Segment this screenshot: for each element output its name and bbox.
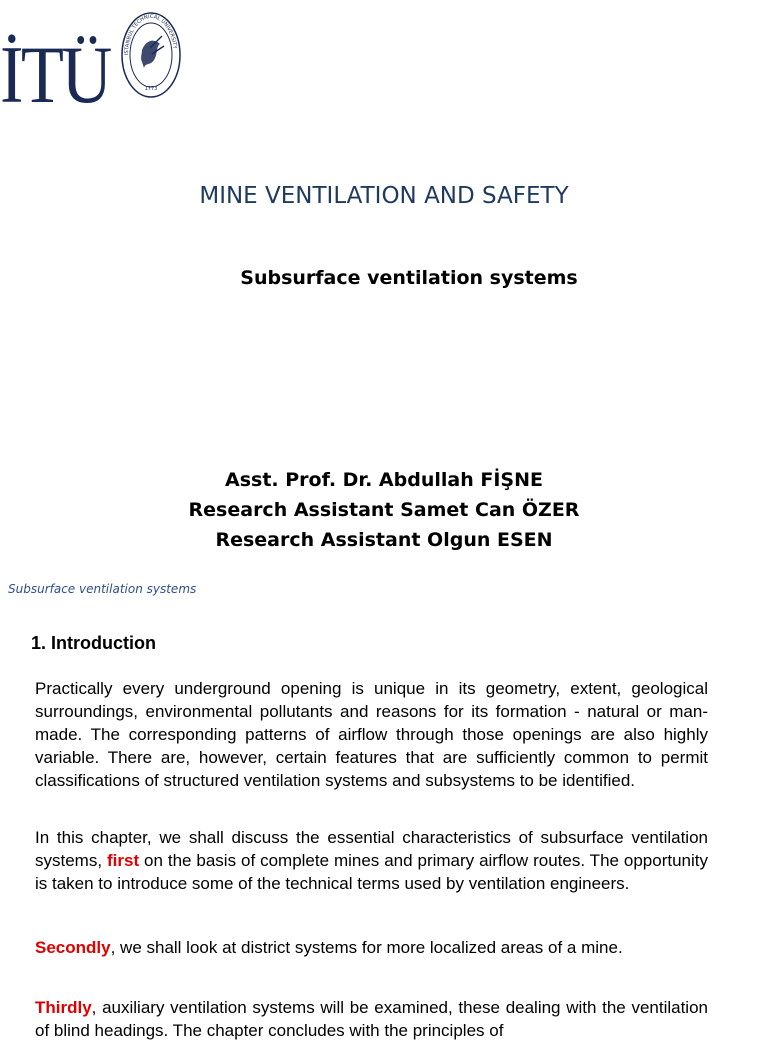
- seal-text: ISTANBUL TECHNICAL UNIVERSITY: [123, 13, 178, 56]
- paragraph-4-text: , auxiliary ventilation systems will be examined, these dealing with the ventilation of blind headings. The chapter concludes with the principles of: [35, 998, 708, 1040]
- author-3: Research Assistant Olgun ESEN: [215, 529, 553, 551]
- document-subtitle: Subsurface ventilation systems: [240, 267, 578, 289]
- emphasis-secondly: Secondly: [35, 938, 111, 957]
- seal-year: 1773: [144, 86, 158, 92]
- university-seal-icon: [120, 10, 182, 100]
- emphasis-first: first: [106, 851, 140, 870]
- paragraph-2: [35, 826, 708, 895]
- paragraph-2-text-a: In this chapter, we shall discuss the essential characteristics of subsurface ventilation systems,: [35, 828, 708, 870]
- paragraph-3: [35, 936, 708, 959]
- itu-logo-text: İTÜ: [0, 29, 110, 120]
- paragraph-3-text: , we shall look at district systems for more localized areas of a mine.: [110, 938, 623, 957]
- author-2: Research Assistant Samet Can ÖZER: [188, 499, 580, 521]
- author-list: [0, 465, 768, 555]
- running-head: Subsurface ventilation systems: [8, 582, 197, 596]
- author-1: Asst. Prof. Dr. Abdullah FİŞNE: [225, 469, 543, 491]
- paragraph-1: Practically every underground opening is unique in its geometry, extent, geological surroundings, environmental pollutants and reasons for its formation - natural or man-made. The corresponding patterns of airflow through those openings are also highly variable. There are, however, certain features that are sufficiently common to permit classifications of structured ventilation systems and subsystems to be identified.: [35, 679, 708, 790]
- document-title: MINE VENTILATION AND SAFETY: [199, 183, 569, 209]
- section-title: 1. Introduction: [31, 633, 156, 653]
- paragraph-4: [35, 996, 708, 1042]
- itu-logo: [0, 4, 200, 120]
- paragraph-2-text-b: on the basis of complete mines and primary airflow routes. The opportunity is taken to introduce some of the technical terms used by ventilation engineers.: [35, 851, 708, 893]
- emphasis-thirdly: Thirdly: [35, 998, 92, 1017]
